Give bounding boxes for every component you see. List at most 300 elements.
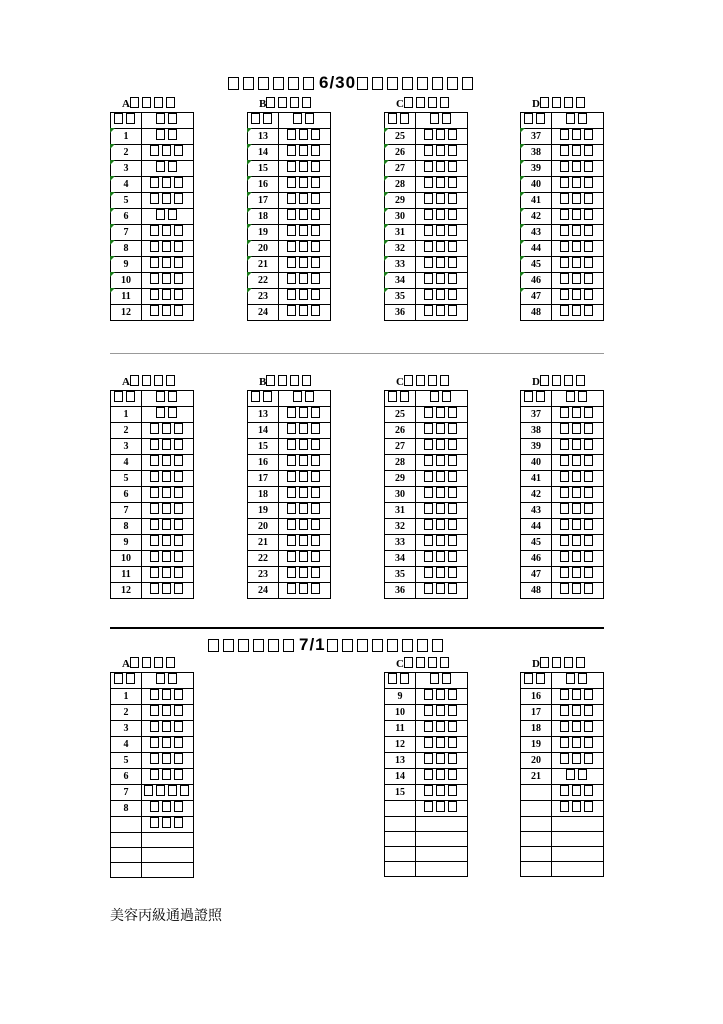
question-number	[521, 817, 552, 832]
question-number: 27	[385, 161, 416, 177]
comment-marker-icon	[384, 256, 389, 261]
question-number: 7	[111, 225, 142, 241]
table-row	[111, 407, 194, 423]
table-header-row	[111, 113, 194, 129]
question-number: 10	[111, 273, 142, 289]
answer-cell	[142, 193, 194, 209]
table-row	[111, 455, 194, 471]
table-row	[385, 519, 468, 535]
answer-cell	[416, 305, 468, 321]
question-number: 15	[248, 161, 279, 177]
table-row	[385, 289, 468, 305]
answer-cell	[142, 519, 194, 535]
table-row	[521, 705, 604, 721]
answer-cell	[142, 567, 194, 583]
question-number: 25	[385, 129, 416, 145]
question-number: 2	[111, 145, 142, 161]
question-number: 11	[111, 567, 142, 583]
answer-group-a	[110, 656, 194, 878]
question-number: 20	[521, 753, 552, 769]
table-row	[248, 177, 331, 193]
table-row	[111, 487, 194, 503]
comment-marker-icon	[247, 192, 252, 197]
answer-cell	[142, 289, 194, 305]
table-header-row	[385, 673, 468, 689]
answer-cell	[142, 705, 194, 721]
question-number: 8	[111, 241, 142, 257]
answer-cell	[552, 832, 604, 847]
table-row	[521, 737, 604, 753]
answer-cell	[142, 129, 194, 145]
table-row	[248, 583, 331, 599]
question-number	[521, 862, 552, 877]
answer-cell	[416, 847, 468, 862]
question-number: 26	[385, 423, 416, 439]
question-number: 45	[521, 535, 552, 551]
answer-cell	[416, 567, 468, 583]
question-number: 42	[521, 487, 552, 503]
comment-marker-icon	[384, 192, 389, 197]
group-letter: D	[532, 658, 540, 670]
table-row	[521, 305, 604, 321]
section-title-1	[228, 73, 477, 93]
table-row	[385, 689, 468, 705]
answer-group-a	[110, 374, 194, 599]
answer-cell	[279, 209, 331, 225]
question-number: 4	[111, 455, 142, 471]
question-number: 36	[385, 583, 416, 599]
answer-cell	[279, 129, 331, 145]
group-letter: A	[122, 98, 130, 110]
answer-cell	[552, 289, 604, 305]
table-row	[521, 769, 604, 785]
question-number	[385, 832, 416, 847]
answer-cell	[279, 551, 331, 567]
question-number: 7	[111, 785, 142, 801]
question-number: 24	[248, 583, 279, 599]
question-number: 4	[111, 737, 142, 753]
table-row	[521, 257, 604, 273]
comment-marker-icon	[520, 208, 525, 213]
table-row	[385, 753, 468, 769]
table-row	[385, 862, 468, 877]
question-number: 6	[111, 487, 142, 503]
question-number	[385, 847, 416, 862]
table-row	[521, 423, 604, 439]
table-row	[111, 177, 194, 193]
comment-marker-icon	[384, 288, 389, 293]
question-number: 18	[248, 487, 279, 503]
answer-cell	[416, 241, 468, 257]
answer-cell	[279, 305, 331, 321]
comment-marker-icon	[247, 208, 252, 213]
table-row	[521, 177, 604, 193]
comment-marker-icon	[384, 160, 389, 165]
answer-cell	[416, 769, 468, 785]
question-number: 45	[521, 257, 552, 273]
answer-cell	[552, 769, 604, 785]
table-row	[521, 289, 604, 305]
answer-cell	[279, 177, 331, 193]
answer-cell	[279, 225, 331, 241]
answer-group-a	[110, 96, 194, 321]
question-number: 17	[248, 193, 279, 209]
table-row	[521, 145, 604, 161]
table-header-row	[111, 391, 194, 407]
table-row	[248, 161, 331, 177]
answer-cell	[279, 503, 331, 519]
date-label: 6/30	[319, 73, 357, 92]
date-label: 7/1	[299, 635, 326, 654]
table-row	[111, 193, 194, 209]
answer-cell	[552, 471, 604, 487]
table-row	[521, 535, 604, 551]
answer-cell	[142, 225, 194, 241]
answer-cell	[552, 161, 604, 177]
answer-cell	[279, 241, 331, 257]
answer-cell	[552, 257, 604, 273]
group-heading	[384, 656, 468, 672]
answer-cell	[552, 193, 604, 209]
group-heading	[520, 96, 604, 112]
answer-cell	[142, 785, 194, 801]
table-header-row	[385, 113, 468, 129]
question-number: 10	[385, 705, 416, 721]
question-number: 38	[521, 145, 552, 161]
comment-marker-icon	[520, 224, 525, 229]
answer-cell	[279, 289, 331, 305]
question-number: 23	[248, 567, 279, 583]
answer-cell	[279, 567, 331, 583]
question-number: 17	[521, 705, 552, 721]
answer-cell	[142, 833, 194, 848]
answer-cell	[142, 423, 194, 439]
question-number: 24	[248, 305, 279, 321]
answer-table	[520, 112, 604, 321]
question-number: 3	[111, 439, 142, 455]
answer-cell	[552, 273, 604, 289]
table-row	[521, 519, 604, 535]
question-number: 15	[385, 785, 416, 801]
table-row	[385, 801, 468, 817]
question-number: 28	[385, 177, 416, 193]
table-row	[385, 847, 468, 862]
question-number: 44	[521, 241, 552, 257]
table-row	[111, 583, 194, 599]
question-number: 16	[521, 689, 552, 705]
answer-cell	[416, 737, 468, 753]
question-number: 46	[521, 273, 552, 289]
question-number: 35	[385, 567, 416, 583]
question-number: 29	[385, 471, 416, 487]
comment-marker-icon	[247, 176, 252, 181]
question-number: 33	[385, 535, 416, 551]
answer-group-c	[384, 656, 468, 877]
table-row	[385, 193, 468, 209]
answer-cell	[142, 801, 194, 817]
answer-cell	[142, 487, 194, 503]
table-row	[248, 455, 331, 471]
answer-cell	[416, 801, 468, 817]
table-row	[111, 863, 194, 878]
answer-cell	[142, 769, 194, 785]
table-row	[111, 689, 194, 705]
table-row	[385, 583, 468, 599]
question-number	[111, 848, 142, 863]
question-number: 11	[385, 721, 416, 737]
table-row	[521, 273, 604, 289]
question-number: 3	[111, 721, 142, 737]
answer-cell	[416, 535, 468, 551]
question-number: 38	[521, 423, 552, 439]
answer-cell	[279, 487, 331, 503]
answer-cell	[552, 177, 604, 193]
answer-cell	[552, 583, 604, 599]
question-number: 8	[111, 801, 142, 817]
answer-group-d	[520, 656, 604, 877]
table-row	[385, 737, 468, 753]
comment-marker-icon	[247, 256, 252, 261]
table-row	[385, 455, 468, 471]
answer-cell	[279, 257, 331, 273]
comment-marker-icon	[110, 288, 115, 293]
table-row	[111, 848, 194, 863]
comment-marker-icon	[110, 128, 115, 133]
question-number: 48	[521, 305, 552, 321]
question-number: 10	[111, 551, 142, 567]
answer-cell	[552, 551, 604, 567]
table-row	[111, 423, 194, 439]
table-row	[111, 503, 194, 519]
table-row	[248, 209, 331, 225]
answer-cell	[416, 225, 468, 241]
question-number: 31	[385, 225, 416, 241]
answer-cell	[416, 257, 468, 273]
comment-marker-icon	[384, 208, 389, 213]
comment-marker-icon	[520, 144, 525, 149]
section-divider	[110, 627, 604, 629]
table-row	[521, 129, 604, 145]
answer-table	[110, 112, 194, 321]
question-number: 30	[385, 487, 416, 503]
answer-cell	[416, 145, 468, 161]
table-row	[111, 567, 194, 583]
answer-cell	[552, 209, 604, 225]
answer-cell	[142, 753, 194, 769]
table-row	[385, 535, 468, 551]
table-row	[385, 487, 468, 503]
section-divider	[110, 353, 604, 354]
question-number: 34	[385, 551, 416, 567]
answer-cell	[552, 439, 604, 455]
table-row	[521, 753, 604, 769]
table-row	[248, 193, 331, 209]
answer-cell	[552, 721, 604, 737]
question-number: 25	[385, 407, 416, 423]
question-number: 13	[248, 407, 279, 423]
question-number: 19	[248, 503, 279, 519]
comment-marker-icon	[247, 272, 252, 277]
table-row	[248, 273, 331, 289]
table-row	[521, 225, 604, 241]
question-number: 1	[111, 129, 142, 145]
question-number: 28	[385, 455, 416, 471]
comment-marker-icon	[247, 160, 252, 165]
comment-marker-icon	[520, 192, 525, 197]
comment-marker-icon	[384, 128, 389, 133]
group-heading	[110, 96, 194, 112]
group-heading	[520, 656, 604, 672]
answer-cell	[279, 471, 331, 487]
question-number: 43	[521, 225, 552, 241]
comment-marker-icon	[384, 144, 389, 149]
answer-table	[520, 672, 604, 877]
answer-cell	[142, 583, 194, 599]
answer-cell	[142, 305, 194, 321]
answer-cell	[279, 519, 331, 535]
answer-group-d	[520, 374, 604, 599]
answer-cell	[416, 439, 468, 455]
table-row	[385, 439, 468, 455]
answer-cell	[142, 471, 194, 487]
table-row	[111, 833, 194, 848]
question-number: 21	[521, 769, 552, 785]
question-number: 47	[521, 289, 552, 305]
question-number	[521, 832, 552, 847]
question-number	[385, 862, 416, 877]
table-row	[111, 241, 194, 257]
question-number: 12	[111, 583, 142, 599]
table-row	[248, 471, 331, 487]
answer-cell	[552, 862, 604, 877]
question-number: 19	[248, 225, 279, 241]
answer-cell	[142, 145, 194, 161]
answer-cell	[416, 583, 468, 599]
question-number: 3	[111, 161, 142, 177]
answer-cell	[552, 423, 604, 439]
table-row	[521, 551, 604, 567]
comment-marker-icon	[110, 256, 115, 261]
table-row	[385, 785, 468, 801]
comment-marker-icon	[520, 160, 525, 165]
question-number	[521, 785, 552, 801]
question-number	[385, 801, 416, 817]
question-number: 34	[385, 273, 416, 289]
comment-marker-icon	[247, 128, 252, 133]
answer-cell	[552, 305, 604, 321]
table-row	[248, 225, 331, 241]
group-letter: D	[532, 98, 540, 110]
table-row	[248, 305, 331, 321]
table-row	[521, 832, 604, 847]
table-row	[385, 832, 468, 847]
answer-cell	[142, 241, 194, 257]
table-row	[521, 241, 604, 257]
answer-cell	[142, 161, 194, 177]
table-row	[385, 273, 468, 289]
table-row	[385, 567, 468, 583]
question-number: 23	[248, 289, 279, 305]
answer-cell	[279, 193, 331, 209]
table-row	[385, 177, 468, 193]
table-row	[111, 785, 194, 801]
table-row	[111, 439, 194, 455]
answer-cell	[416, 721, 468, 737]
table-row	[248, 439, 331, 455]
question-number: 15	[248, 439, 279, 455]
question-number: 4	[111, 177, 142, 193]
answer-table	[520, 390, 604, 599]
table-row	[385, 241, 468, 257]
table-row	[385, 161, 468, 177]
question-number: 12	[385, 737, 416, 753]
group-heading	[384, 96, 468, 112]
table-row	[111, 721, 194, 737]
table-row	[521, 407, 604, 423]
table-row	[385, 471, 468, 487]
comment-marker-icon	[384, 240, 389, 245]
answer-cell	[142, 177, 194, 193]
answer-cell	[142, 455, 194, 471]
question-number: 48	[521, 583, 552, 599]
comment-marker-icon	[520, 288, 525, 293]
answer-cell	[416, 785, 468, 801]
table-row	[385, 209, 468, 225]
comment-marker-icon	[520, 240, 525, 245]
answer-cell	[552, 737, 604, 753]
question-number: 37	[521, 129, 552, 145]
group-heading	[247, 374, 331, 390]
table-row	[248, 503, 331, 519]
comment-marker-icon	[110, 192, 115, 197]
answer-cell	[142, 535, 194, 551]
answer-cell	[279, 161, 331, 177]
table-row	[248, 535, 331, 551]
answer-cell	[552, 785, 604, 801]
group-letter: A	[122, 658, 130, 670]
answer-cell	[142, 257, 194, 273]
table-row	[385, 721, 468, 737]
group-letter: C	[396, 658, 404, 670]
answer-cell	[416, 161, 468, 177]
answer-table	[384, 112, 468, 321]
question-number: 8	[111, 519, 142, 535]
answer-cell	[416, 209, 468, 225]
answer-table	[110, 390, 194, 599]
question-number: 32	[385, 519, 416, 535]
question-number: 44	[521, 519, 552, 535]
answer-cell	[552, 519, 604, 535]
comment-marker-icon	[247, 224, 252, 229]
table-header-row	[248, 391, 331, 407]
question-number: 9	[385, 689, 416, 705]
answer-cell	[142, 863, 194, 878]
table-row	[521, 193, 604, 209]
table-row	[521, 801, 604, 817]
answer-cell	[416, 273, 468, 289]
table-row	[521, 785, 604, 801]
question-number: 19	[521, 737, 552, 753]
question-number: 9	[111, 257, 142, 273]
question-number: 6	[111, 769, 142, 785]
comment-marker-icon	[110, 176, 115, 181]
table-row	[248, 487, 331, 503]
answer-cell	[279, 423, 331, 439]
answer-cell	[552, 145, 604, 161]
question-number: 41	[521, 471, 552, 487]
question-number	[385, 817, 416, 832]
table-row	[521, 583, 604, 599]
